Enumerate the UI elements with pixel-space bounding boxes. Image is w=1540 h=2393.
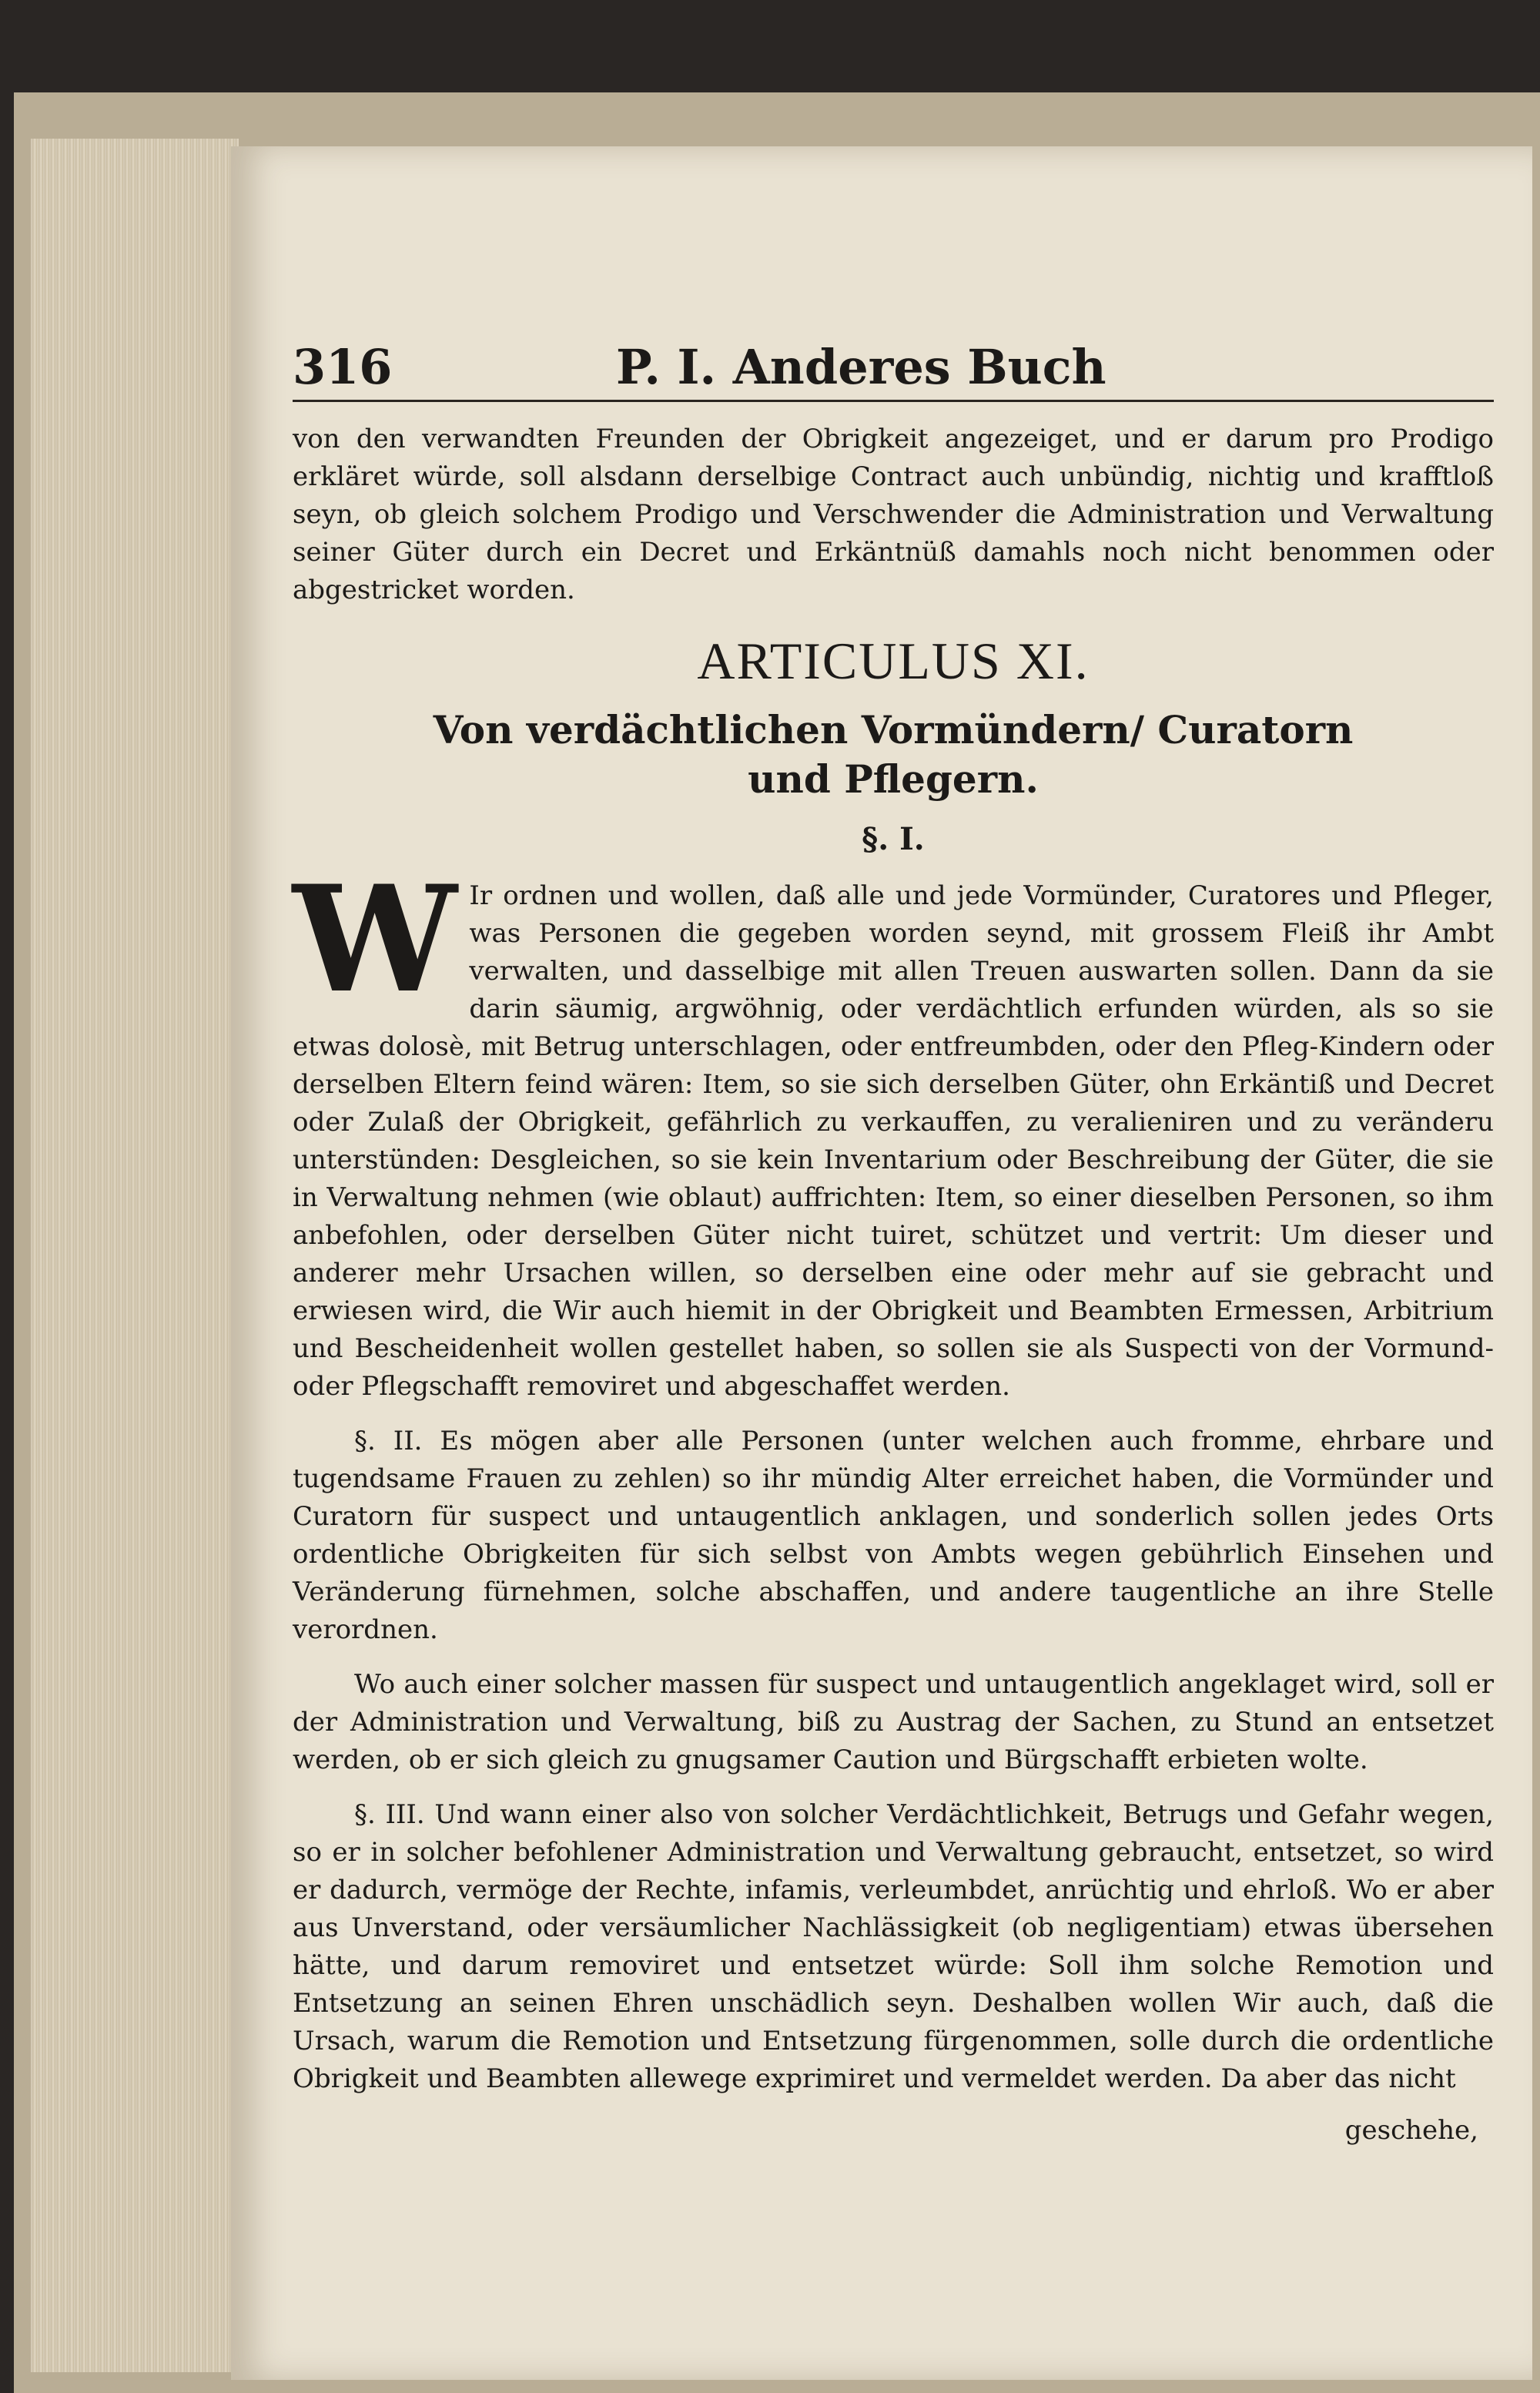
drop-cap: W: [293, 853, 457, 1025]
paragraph-section-1-text: Ir ordnen und wollen, daß alle und jede Vormünder, Curatores und Pfleger, was Personen die gegeben worden seynd, mit grossem Fleiß ihr Ambt verwalten, und dasselbige mit allen Treuen auswarten sollen. Dann da sie darin säumig, argwöhnig, oder verdächtlich erfunden würden, als so sie etwas dolosè, mit Betrug unterschlagen, oder entfreumbden, oder den Pfleg-Kindern oder derselben Eltern feind wären: Item, so sie sich derselben Güter, ohn Erkäntiß und Decret oder Zulaß der Obrigkeit, gefährlich zu verkauffen, zu veralieniren und zu veränderu unterstünden: Desgleichen, so sie kein Inventarium oder Beschreibung der Güter, die sie in Verwaltung nehmen (wie oblaut) auffrichten: Item, so einer dieselben Personen, so ihm anbefohlen, oder derselben Güter nicht tuiret, schützet und vertrit: Um dieser und anderer mehr Ursachen willen, so derselben eine oder mehr auf sie gebracht und erwiesen wird, die Wir auch hiemit in der Obrigkeit und Beambten Ermessen, Arbitrium und Bescheidenheit wollen gestellet haben, so sollen sie als Suspecti von der Vormund- oder Pflegschafft removiret und abgeschaffet werden.: [293, 880, 1494, 1402]
page-edges: [31, 139, 239, 2372]
article-subtitle-line-2: und Pflegern.: [748, 756, 1039, 802]
running-header: [293, 339, 1494, 402]
paragraph-section-2: §. II. Es mögen aber alle Personen (unter welchen auch fromme, ehrbare und tugendsame Frauen zu zehlen) so ihr mündig Alter erreichet haben, die Vormünder und Curatorn für suspect und untaugentlich anklagen, und sonderlich sollen jedes Orts ordentliche Obrigkeiten für sich selbst von Ambts wegen gebührlich Einsehen und Veränderung fürnehmen, solche abschaffen, und andere taugentliche an ihre Stelle verordnen.: [293, 1426, 1494, 1645]
article-title: ARTICULUS XI.: [697, 632, 1090, 690]
article-subtitle: [293, 705, 1494, 804]
section-heading: §. I.: [862, 821, 925, 857]
catchword: geschehe,: [1344, 2115, 1478, 2146]
page-content: [293, 339, 1494, 2146]
page-number: 316: [293, 339, 393, 395]
article-subtitle-line-1: Von verdächtlichen Vormündern/ Curatorn: [433, 707, 1354, 752]
paragraph-section-1: [293, 853, 1494, 1406]
running-title: P. I. Anderes Buch: [616, 339, 1106, 395]
paragraph-suspect: Wo auch einer solcher massen für suspect und untaugentlich angeklaget wird, soll er der Administration und Verwaltung, biß zu Austrag der Sachen, zu Stund an entsetzet werden, ob er sich gleich zu gnugsamer Caution und Bürgschafft erbieten wolte.: [293, 1669, 1494, 1775]
paragraph-continuation: von den verwandten Freunden der Obrigkeit angezeiget, und er darum pro Prodigo erkläret würde, soll alsdann derselbige Contract auch unbündig, nichtig und krafftloß seyn, ob gleich solchem Prodigo und Verschwender die Administration und Verwaltung seiner Güter durch ein Decret und Erkäntnüß damahls noch nicht benommen oder abgestricket worden.: [293, 424, 1494, 605]
paragraph-section-3: §. III. Und wann einer also von solcher Verdächtlichkeit, Betrugs und Gefahr wegen, so er in solcher befohlener Administration und Verwaltung gebraucht, entsetzet, so wird er dadurch, vermöge der Rechte, infamis, verleumbdet, anrüchtig und ehrloß. Wo er aber aus Unverstand, oder versäumlicher Nachlässigkeit (ob negligentiam) etwas übersehen hätte, und darum removiret und entsetzet würde: Soll ihm solche Remotion und Entsetzung an seinen Ehren unschädlich seyn. Deshalben wollen Wir auch, daß die Ursach, warum die Remotion und Entsetzung fürgenommen, solle durch die ordentliche Obrigkeit und Beambten allewege exprimiret und vermeldet werden. Da aber das nicht: [293, 1799, 1494, 2094]
